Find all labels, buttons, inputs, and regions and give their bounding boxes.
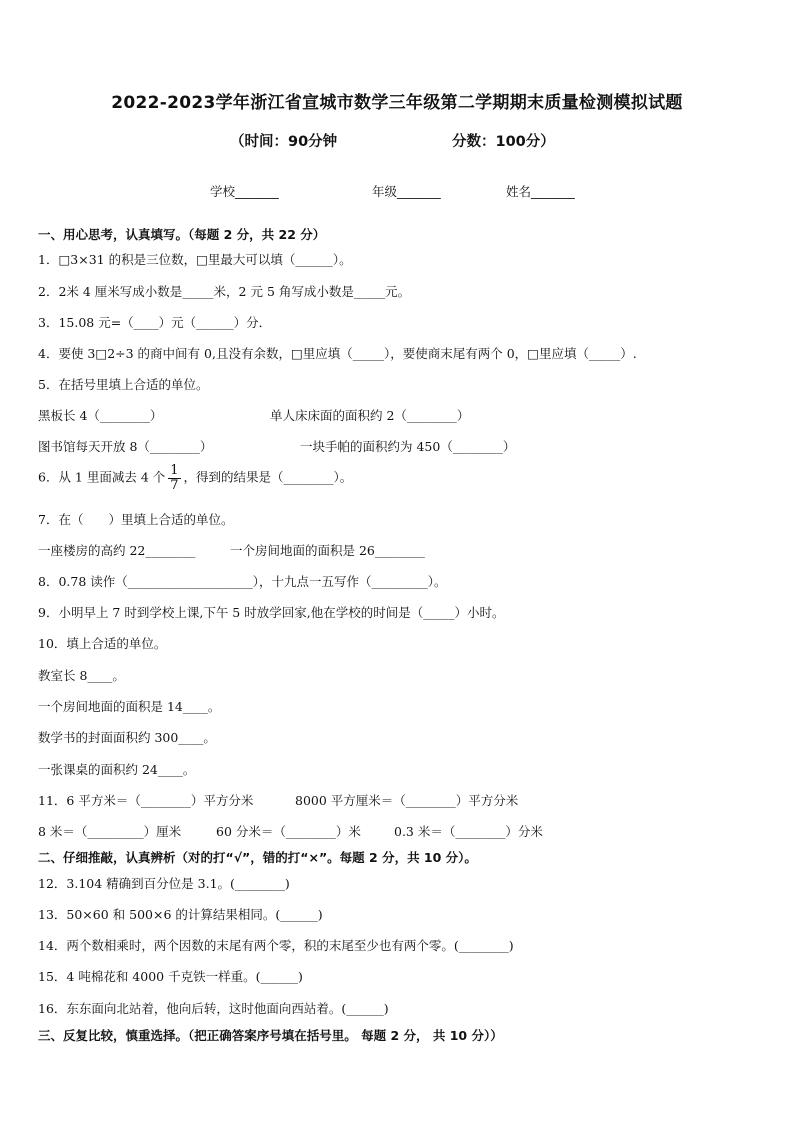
question-5c: 图书馆每天开放 8（________） bbox=[38, 439, 213, 454]
question-11c: 8 米＝（_________）厘米 bbox=[38, 824, 182, 839]
question-10c: 数学书的封面面积约 300____。 bbox=[38, 730, 216, 745]
question-11e: 0.3 米＝（________）分米 bbox=[394, 824, 543, 839]
question-1: 1．□3×31 的积是三位数，□里最大可以填（______）。 bbox=[38, 252, 352, 267]
name-field: 姓名_______ bbox=[506, 184, 575, 199]
section-3-heading: 三、反复比较，慎重选择。（把正确答案序号填在括号里。 每题 2 分， 共 10 分）） bbox=[38, 1028, 503, 1043]
question-11d: 60 分米＝（________）米 bbox=[216, 824, 361, 839]
question-12: 12．3.104 精确到百分位是 3.1。(________) bbox=[38, 876, 290, 891]
question-7b: 一个房间地面的面积是 26________ bbox=[230, 543, 425, 558]
school-field: 学校_______ bbox=[210, 184, 279, 199]
question-7: 7．在（ ）里填上合适的单位。 bbox=[38, 512, 234, 527]
question-8: 8．0.78 读作（____________________），十九点一五写作（_________）。 bbox=[38, 574, 447, 589]
question-13: 13．50×60 和 500×6 的计算结果相同。(______) bbox=[38, 907, 323, 922]
question-5a: 黑板长 4（________） bbox=[38, 408, 163, 423]
question-4: 4．要使 3□2÷3 的商中间有 0,且没有余数，□里应填（_____），要使商末尾有两个 0，□里应填（_____）. bbox=[38, 346, 637, 361]
section-1-heading: 一、用心思考，认真填写。（每题 2 分，共 22 分） bbox=[38, 227, 326, 242]
fraction-numerator: 1 bbox=[170, 463, 179, 478]
question-16: 16．东东面向北站着，他向后转，这时他面向西站着。(______) bbox=[38, 1001, 389, 1016]
question-5d: 一块手帕的面积约为 450（________） bbox=[300, 439, 516, 454]
fraction-denominator: 7 bbox=[170, 477, 179, 493]
question-6-prefix: 6．从 1 里面减去 4 个 bbox=[38, 469, 166, 485]
question-6 bbox=[38, 464, 352, 492]
question-6-suffix: ，得到的结果是（________）。 bbox=[183, 469, 353, 485]
question-10d: 一张课桌的面积约 24____。 bbox=[38, 762, 196, 777]
question-5b: 单人床床面的面积约 2（________） bbox=[270, 408, 470, 423]
page-title: 2022-2023学年浙江省宣城市数学三年级第二学期期末质量检测模拟试题 bbox=[111, 93, 683, 113]
section-2-heading: 二、仔细推敲，认真辨析（对的打“√”，错的打“×”。每题 2 分，共 10 分）。 bbox=[38, 850, 477, 865]
question-7a: 一座楼房的高约 22________ bbox=[38, 543, 196, 558]
question-14: 14．两个数相乘时，两个因数的末尾有两个零，积的末尾至少也有两个零。(________) bbox=[38, 938, 514, 953]
question-10a: 教室长 8____。 bbox=[38, 668, 125, 683]
question-2: 2．2米 4 厘米写成小数是_____米，2 元 5 角写成小数是_____元。 bbox=[38, 284, 411, 299]
question-3: 3．15.08 元=（____）元（______）分． bbox=[38, 315, 272, 330]
question-10b: 一个房间地面的面积是 14____。 bbox=[38, 699, 221, 714]
question-10: 10．填上合适的单位。 bbox=[38, 636, 167, 651]
question-9: 9．小明早上 7 时到学校上课,下午 5 时放学回家,他在学校的时间是（_____）小时。 bbox=[38, 605, 505, 620]
question-15: 15．4 吨棉花和 4000 千克铁一样重。(______) bbox=[38, 969, 303, 984]
grade-field: 年级_______ bbox=[372, 184, 441, 199]
question-11b: 8000 平方厘米＝（________）平方分米 bbox=[295, 793, 519, 808]
question-11a: 11．6 平方米＝（________）平方分米 bbox=[38, 793, 254, 808]
question-5: 5．在括号里填上合适的单位。 bbox=[38, 377, 209, 392]
time-label: （时间：90分钟 bbox=[230, 134, 338, 150]
score-label: 分数：100分） bbox=[452, 134, 555, 150]
fraction-one-seventh bbox=[168, 464, 180, 492]
